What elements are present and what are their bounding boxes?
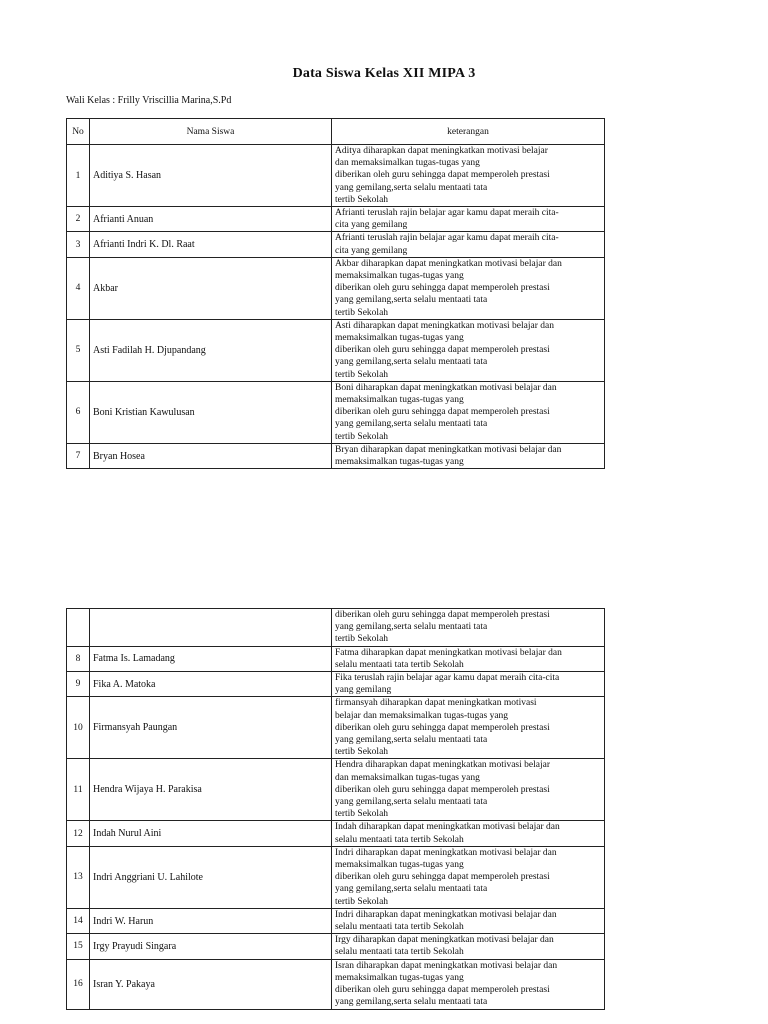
remark-line: memaksimalkan tugas-tugas yang	[335, 860, 464, 871]
remark-line: yang gemilang,serta selalu mentaati tata	[335, 797, 488, 808]
remark-line: Indah diharapkan dapat meningkatkan motivasi belajar dan	[335, 822, 560, 833]
remark-line: Indri diharapkan dapat meningkatkan motivasi belajar dan	[335, 909, 557, 920]
remark-line: diberikan oleh guru sehingga dapat memperoleh prestasi	[335, 283, 550, 294]
remark-line: memaksimalkan tugas-tugas yang	[335, 972, 464, 983]
row-number: 13	[67, 846, 90, 908]
page-title: Data Siswa Kelas XII MIPA 3	[292, 66, 476, 81]
student-remark	[332, 934, 605, 959]
remark-line: cita yang gemilang	[335, 220, 408, 231]
remark-line: yang gemilang,serta selalu mentaati tata	[335, 622, 488, 633]
remark-line: yang gemilang,serta selalu mentaati tata	[335, 884, 488, 895]
header-keterangan: keterangan	[332, 119, 605, 145]
remark-line: tertib Sekolah	[335, 369, 389, 380]
remark-line: Afrianti teruslah rajin belajar agar kamu dapat meraih cita-	[335, 233, 559, 244]
student-remark	[332, 821, 605, 846]
table-row	[67, 959, 605, 1009]
remark-line: diberikan oleh guru sehingga dapat memperoleh prestasi	[335, 345, 550, 356]
remark-line: selalu mentaati tata tertib Sekolah	[335, 834, 464, 845]
table-row	[67, 207, 605, 232]
remark-line: Aditya diharapkan dapat meningkatkan motivasi belajar	[335, 146, 548, 156]
student-name: Indah Nurul Aini	[90, 821, 332, 846]
table-row	[67, 257, 605, 319]
student-name: Indri W. Harun	[90, 908, 332, 933]
remark-line: diberikan oleh guru sehingga dapat memperoleh prestasi	[335, 610, 550, 620]
remark-line: tertib Sekolah	[335, 431, 389, 442]
student-name: Bryan Hosea	[90, 443, 332, 468]
row-number: 2	[67, 207, 90, 232]
student-remark	[332, 381, 605, 443]
student-remark	[332, 207, 605, 232]
table-row	[67, 846, 605, 908]
student-name: Fatma Is. Lamadang	[90, 646, 332, 671]
table-row	[67, 672, 605, 697]
student-remark	[332, 443, 605, 468]
remark-line: diberikan oleh guru sehingga dapat memperoleh prestasi	[335, 407, 550, 418]
table-row	[67, 646, 605, 671]
remark-line: Hendra diharapkan dapat meningkatkan motivasi belajar	[335, 760, 550, 771]
remark-line: Indri diharapkan dapat meningkatkan motivasi belajar dan	[335, 847, 557, 858]
student-name: Fika A. Matoka	[90, 672, 332, 697]
row-number: 15	[67, 934, 90, 959]
row-number: 7	[67, 443, 90, 468]
remark-line: diberikan oleh guru sehingga dapat memperoleh prestasi	[335, 985, 550, 996]
remark-line: cita yang gemilang	[335, 245, 408, 256]
table-row	[67, 443, 605, 468]
student-remark	[332, 759, 605, 821]
student-name: Afrianti Anuan	[90, 207, 332, 232]
remark-line: Afrianti teruslah rajin belajar agar kamu dapat meraih cita-	[335, 208, 559, 219]
student-name: Indri Anggriani U. Lahilote	[90, 846, 332, 908]
remark-line: memaksimalkan tugas-tugas yang	[335, 457, 464, 468]
remark-line: memaksimalkan tugas-tugas yang	[335, 395, 464, 406]
header-nama-siswa: Nama Siswa	[90, 119, 332, 145]
student-name	[90, 609, 332, 647]
student-name: Irgy Prayudi Singara	[90, 934, 332, 959]
remark-line: Boni diharapkan dapat meningkatkan motivasi belajar dan	[335, 382, 557, 393]
table-row	[67, 821, 605, 846]
table-row	[67, 609, 605, 647]
table-row	[67, 908, 605, 933]
remark-line: firmansyah diharapkan dapat meningkatkan motivasi	[335, 698, 537, 709]
remark-line: Fika teruslah rajin belajar agar kamu dapat meraih cita-cita	[335, 673, 560, 684]
remark-line: tertib Sekolah	[335, 747, 389, 758]
row-number: 6	[67, 381, 90, 443]
remark-line: Isran diharapkan dapat meningkatkan motivasi belajar dan	[335, 960, 558, 971]
table-row	[67, 145, 605, 207]
student-name: Firmansyah Paungan	[90, 697, 332, 759]
remark-line: tertib Sekolah	[335, 194, 389, 205]
remark-line: tertib Sekolah	[335, 634, 389, 645]
remark-line: selalu mentaati tata tertib Sekolah	[335, 947, 464, 958]
student-name: Asti Fadilah H. Djupandang	[90, 319, 332, 381]
remark-line: Irgy diharapkan dapat meningkatkan motivasi belajar dan	[335, 935, 554, 946]
remark-line: yang gemilang	[335, 685, 392, 696]
table-header-row	[67, 119, 605, 145]
student-remark	[332, 257, 605, 319]
remark-line: yang gemilang,serta selalu mentaati tata	[335, 735, 488, 746]
table-row	[67, 759, 605, 821]
row-number: 3	[67, 232, 90, 257]
remark-line: dan memaksimalkan tugas-tugas yang	[335, 772, 480, 783]
remark-line: selalu mentaati tata tertib Sekolah	[335, 659, 464, 670]
remark-line: diberikan oleh guru sehingga dapat memperoleh prestasi	[335, 722, 550, 733]
student-name: Boni Kristian Kawulusan	[90, 381, 332, 443]
remark-line: yang gemilang,serta selalu mentaati tata	[335, 419, 488, 430]
student-name: Aditiya S. Hasan	[90, 145, 332, 207]
student-remark	[332, 908, 605, 933]
remark-line: Akbar diharapkan dapat meningkatkan motivasi belajar dan	[335, 258, 562, 269]
header-no: No	[67, 119, 90, 145]
student-remark	[332, 145, 605, 207]
remark-line: belajar dan memaksimalkan tugas-tugas yang	[335, 710, 509, 721]
row-number: 16	[67, 959, 90, 1009]
student-remark	[332, 646, 605, 671]
row-number: 8	[67, 646, 90, 671]
remark-line: diberikan oleh guru sehingga dapat memperoleh prestasi	[335, 872, 550, 883]
remark-line: Bryan diharapkan dapat meningkatkan motivasi belajar dan	[335, 444, 562, 455]
table-body-page-2	[67, 609, 605, 1010]
table-row	[67, 232, 605, 257]
student-table-page-2	[66, 608, 605, 1010]
row-number: 5	[67, 319, 90, 381]
remark-line: dan memaksimalkan tugas-tugas yang	[335, 158, 480, 169]
student-remark	[332, 609, 605, 647]
row-number: 9	[67, 672, 90, 697]
remark-line: diberikan oleh guru sehingga dapat memperoleh prestasi	[335, 784, 550, 795]
row-number: 11	[67, 759, 90, 821]
row-number: 12	[67, 821, 90, 846]
table-body-page-1	[67, 145, 605, 469]
remark-line: memaksimalkan tugas-tugas yang	[335, 271, 464, 282]
row-number: 14	[67, 908, 90, 933]
remark-line: tertib Sekolah	[335, 307, 389, 318]
remark-line: yang gemilang,serta selalu mentaati tata	[335, 997, 488, 1008]
student-name: Isran Y. Pakaya	[90, 959, 332, 1009]
student-name: Akbar	[90, 257, 332, 319]
homeroom-teacher-label: Wali Kelas : Frilly Vriscillia Marina,S.Pd	[66, 95, 232, 106]
remark-line: Fatma diharapkan dapat meningkatkan motivasi belajar dan	[335, 647, 562, 658]
student-remark	[332, 846, 605, 908]
student-name: Hendra Wijaya H. Parakisa	[90, 759, 332, 821]
remark-line: selalu mentaati tata tertib Sekolah	[335, 922, 464, 933]
table-row	[67, 319, 605, 381]
remark-line: memaksimalkan tugas-tugas yang	[335, 333, 464, 344]
table-row	[67, 934, 605, 959]
row-number: 1	[67, 145, 90, 207]
row-number	[67, 609, 90, 647]
student-remark	[332, 319, 605, 381]
student-remark	[332, 672, 605, 697]
table-row	[67, 381, 605, 443]
remark-line: tertib Sekolah	[335, 896, 389, 907]
remark-line: Asti diharapkan dapat meningkatkan motivasi belajar dan	[335, 320, 554, 331]
student-name: Afrianti Indri K. Dl. Raat	[90, 232, 332, 257]
remark-line: yang gemilang,serta selalu mentaati tata	[335, 182, 488, 193]
student-table-page-1	[66, 118, 605, 469]
student-remark	[332, 232, 605, 257]
row-number: 4	[67, 257, 90, 319]
remark-line: tertib Sekolah	[335, 809, 389, 820]
table-row	[67, 697, 605, 759]
remark-line: yang gemilang,serta selalu mentaati tata	[335, 357, 488, 368]
student-remark	[332, 959, 605, 1009]
remark-line: diberikan oleh guru sehingga dapat memperoleh prestasi	[335, 170, 550, 181]
remark-line: yang gemilang,serta selalu mentaati tata	[335, 295, 488, 306]
student-remark	[332, 697, 605, 759]
row-number: 10	[67, 697, 90, 759]
